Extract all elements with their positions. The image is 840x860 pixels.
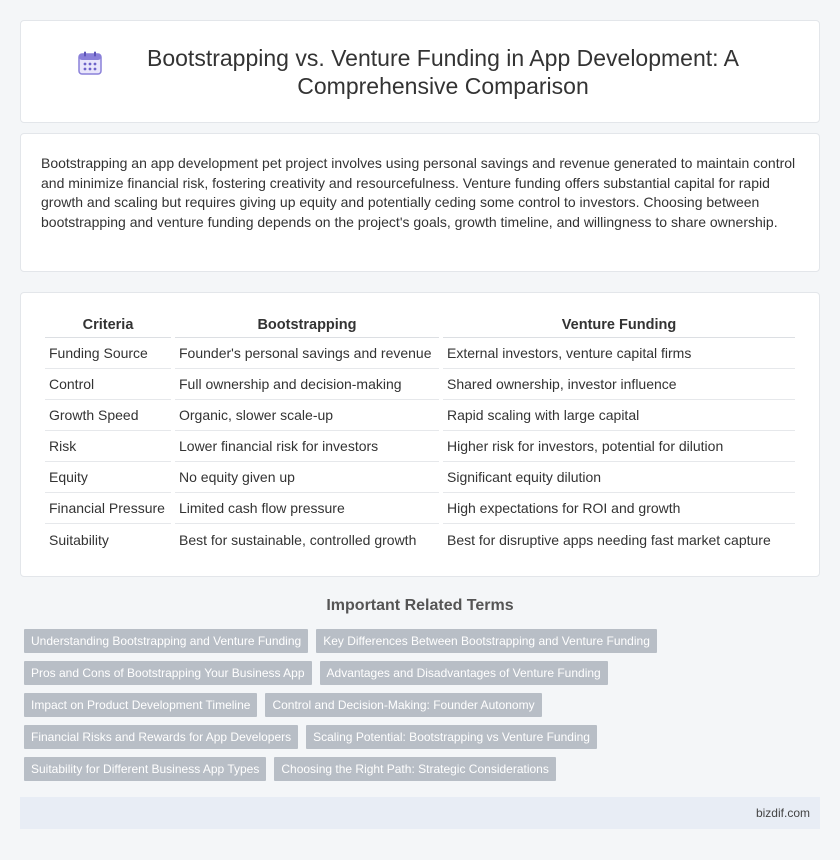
related-term-tag[interactable]: Choosing the Right Path: Strategic Considerations — [274, 757, 556, 781]
table-cell: No equity given up — [175, 462, 439, 493]
related-term-tag[interactable]: Key Differences Between Bootstrapping and Venture Funding — [316, 629, 657, 653]
intro-paragraph: Bootstrapping an app development pet project involves using personal savings and revenue generated to maintain control and minimize financial risk, fostering creativity and resourcefulness. Venture funding offers substantial capital for rapid growth and scaling but requires giving up equity and potentially ceding some control to investors. Choosing between bootstrapping and venture funding depends on the project's goals, growth timeline, and willingness to share ownership. — [41, 155, 796, 230]
table-cell: Funding Source — [45, 338, 171, 369]
table-cell: Significant equity dilution — [443, 462, 795, 493]
related-term-tag[interactable]: Pros and Cons of Bootstrapping Your Business App — [24, 661, 312, 685]
related-terms-title: Important Related Terms — [326, 597, 514, 614]
table-cell: Founder's personal savings and revenue — [175, 338, 439, 369]
related-terms-list — [24, 629, 824, 789]
related-term-tag[interactable]: Impact on Product Development Timeline — [24, 693, 257, 717]
intro-card — [20, 133, 820, 272]
table-cell: Financial Pressure — [45, 493, 171, 524]
table-cell: Organic, slower scale-up — [175, 400, 439, 431]
tag-row — [24, 693, 824, 717]
table-row — [45, 400, 795, 431]
header-card — [20, 20, 820, 123]
tag-row — [24, 661, 824, 685]
comparison-table-card — [20, 292, 820, 577]
table-cell: Full ownership and decision-making — [175, 369, 439, 400]
calendar-icon — [77, 50, 103, 76]
related-term-tag[interactable]: Suitability for Different Business App Types — [24, 757, 266, 781]
table-cell: Higher risk for investors, potential for dilution — [443, 431, 795, 462]
related-term-tag[interactable]: Advantages and Disadvantages of Venture Funding — [320, 661, 608, 685]
table-cell: High expectations for ROI and growth — [443, 493, 795, 524]
table-cell: Rapid scaling with large capital — [443, 400, 795, 431]
footer — [20, 797, 820, 829]
related-term-tag[interactable]: Financial Risks and Rewards for App Developers — [24, 725, 298, 749]
footer-site-name[interactable]: bizdif.com — [755, 806, 810, 820]
table-row — [45, 431, 795, 462]
table-header-row — [45, 311, 795, 338]
table-cell: Best for sustainable, controlled growth — [179, 531, 417, 548]
table-row — [45, 462, 795, 493]
table-cell: Limited cash flow pressure — [175, 493, 439, 524]
table-row — [45, 524, 795, 555]
table-cell: Equity — [45, 462, 171, 493]
tag-row — [24, 629, 824, 653]
related-term-tag[interactable]: Control and Decision-Making: Founder Autonomy — [265, 693, 541, 717]
table-cell: Risk — [45, 431, 171, 462]
comparison-table — [41, 311, 799, 555]
column-header-criteria: Criteria — [45, 311, 171, 338]
tag-row — [24, 725, 824, 749]
tag-row — [24, 757, 824, 781]
table-row — [45, 338, 795, 369]
table-cell: External investors, venture capital firms — [443, 338, 795, 369]
table-cell: Best for disruptive apps needing fast market capture — [447, 531, 771, 548]
column-header-venture-funding: Venture Funding — [443, 311, 795, 338]
related-term-tag[interactable]: Scaling Potential: Bootstrapping vs Venture Funding — [306, 725, 597, 749]
table-row — [45, 493, 795, 524]
table-cell: Growth Speed — [45, 400, 171, 431]
page-title: Bootstrapping vs. Venture Funding in App Development: A Comprehensive Comparison — [147, 44, 739, 99]
header-inner — [77, 44, 763, 100]
table-cell: Control — [45, 369, 171, 400]
related-term-tag[interactable]: Understanding Bootstrapping and Venture Funding — [24, 629, 308, 653]
table-cell: Shared ownership, investor influence — [443, 369, 795, 400]
column-header-bootstrapping: Bootstrapping — [175, 311, 439, 338]
table-row — [45, 369, 795, 400]
table-cell: Suitability — [49, 531, 109, 548]
table-cell: Lower financial risk for investors — [175, 431, 439, 462]
